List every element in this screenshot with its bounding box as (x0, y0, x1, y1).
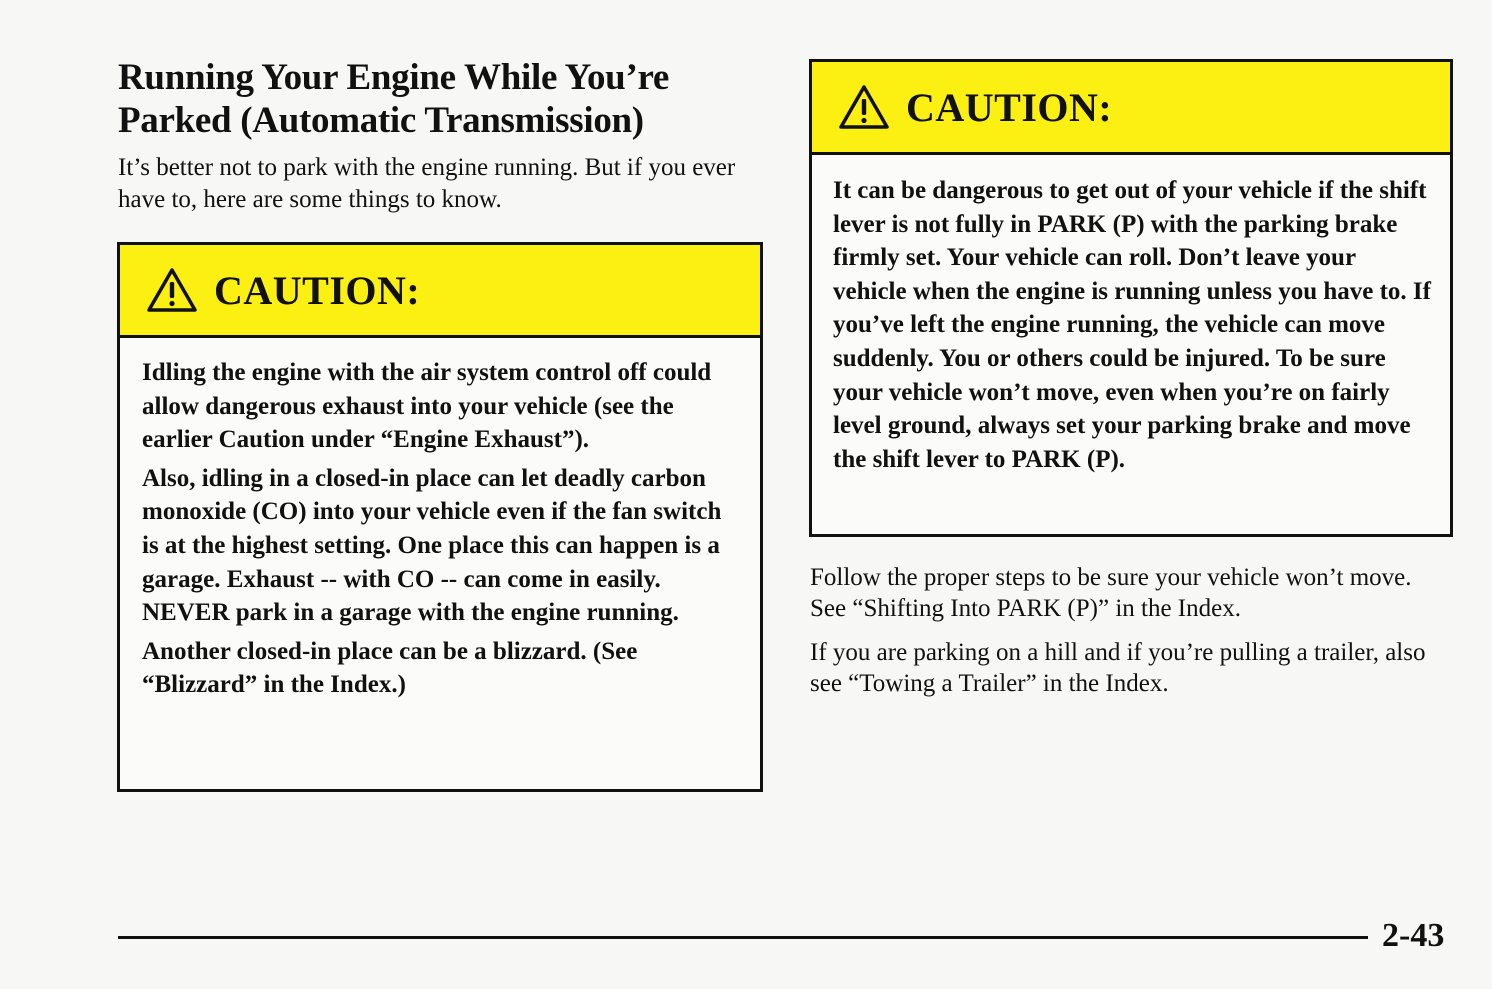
caution-heading: CAUTION: (214, 267, 421, 313)
caution-paragraph: Also, idling in a closed-in place can let deadly carbon monoxide (CO) into your vehicle even if the fan switch is at the highest setting. One place this can happen is a garage. Exhaust -- with CO -- can come in easily. NEVER park in a garage with the engine running. (142, 464, 722, 627)
caution-body (812, 155, 1450, 476)
caution-paragraph: Another closed-in place can be a blizzard. (See “Blizzard” in the Index.) (142, 637, 638, 699)
page-number: 2-43 (1382, 917, 1445, 954)
caution-paragraph: Idling the engine with the air system control off could allow dangerous exhaust into your vehicle (see the earlier Caution under “Engine Exhaust”). (142, 359, 712, 454)
caution-box-shift-lever (809, 59, 1453, 537)
caution-header (120, 245, 760, 338)
section-title-line-1: Running Your Engine While You’re (118, 57, 670, 98)
section-title (118, 56, 758, 142)
footer-rule (118, 936, 1368, 939)
caution-box-idling (117, 242, 763, 792)
body-paragraph: Follow the proper steps to be sure your vehicle won’t move. See “Shifting Into PARK (P)” in the Index. (810, 564, 1412, 622)
section-title-line-2: Parked (Automatic Transmission) (118, 100, 644, 141)
caution-paragraph: It can be dangerous to get out of your vehicle if the shift lever is not fully in PARK (P) with the parking brake firmly set. Your vehicle can roll. Don’t leave your vehicle when the engine is running unless you have to. If you’ve left the engine running, the vehicle can move suddenly. You or others could be injured. To be sure your vehicle won’t move, even when you’re on fairly level ground, always set your parking brake and move the shift lever to PARK (P). (833, 177, 1431, 473)
caution-heading: CAUTION: (906, 84, 1113, 130)
body-text-right (810, 562, 1430, 712)
warning-triangle-icon (838, 84, 890, 130)
intro-paragraph: It’s better not to park with the engine running. But if you ever have to, here are some things to know. (118, 154, 736, 213)
warning-triangle-icon (146, 267, 198, 313)
caution-body (120, 338, 760, 702)
caution-header (812, 62, 1450, 155)
body-paragraph: If you are parking on a hill and if you’re pulling a trailer, also see “Towing a Trailer” in the Index. (810, 639, 1426, 697)
